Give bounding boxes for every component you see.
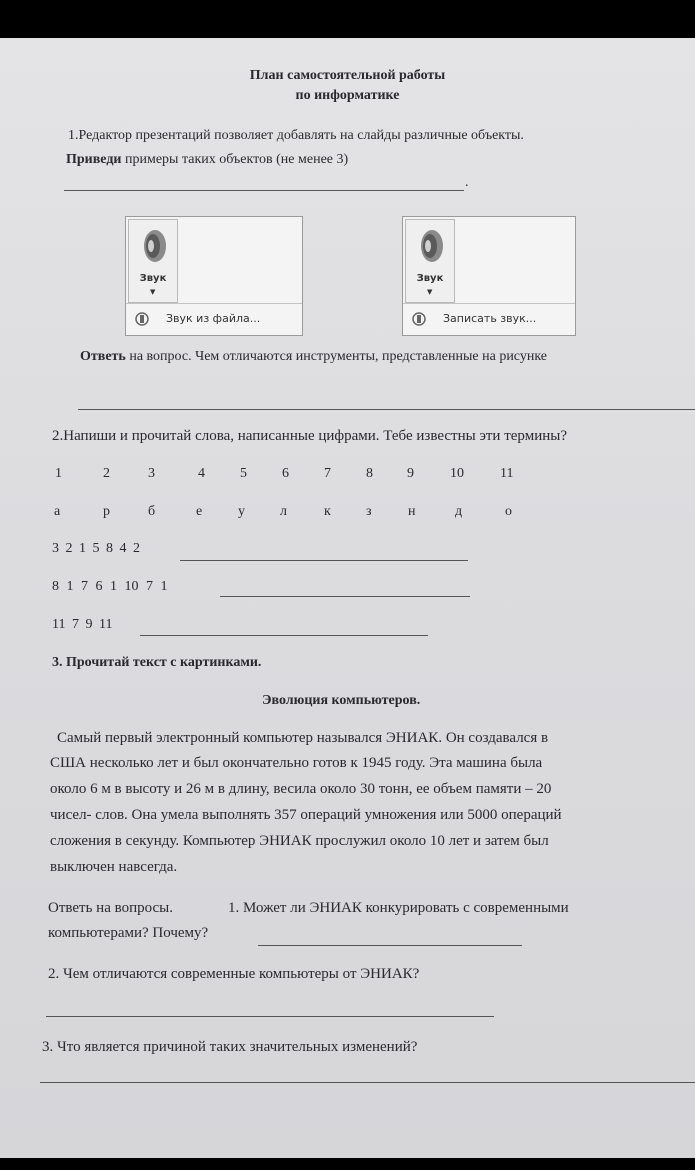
number-row: [0, 466, 695, 486]
task1-line2-rest: примеры таких объектов (не менее 3): [121, 152, 349, 167]
panel-divider: [403, 303, 575, 304]
answer-line-1: [64, 190, 464, 191]
letter-cell: о: [505, 504, 512, 519]
sound-button-left[interactable]: [128, 219, 178, 303]
code-2: 8 1 7 6 1 10 7 1: [52, 579, 168, 594]
paragraph-line: выключен навсегда.: [50, 859, 178, 875]
question-3: 3. Что является причиной таких значительных изменений?: [42, 1039, 418, 1055]
number-cell: 10: [450, 466, 464, 481]
question-2: 2. Чем отличаются современные компьютеры от ЭНИАК?: [48, 966, 420, 982]
letter-cell: р: [103, 504, 110, 519]
sound-button-left-label: Звук: [139, 273, 167, 284]
code-3: 11 7 9 11: [52, 617, 113, 632]
worksheet-page: [0, 38, 695, 1158]
letter-cell: д: [455, 504, 463, 519]
answer-line-1-dot: .: [465, 175, 469, 190]
paragraph-line: около 6 м в высоту и 26 м в длину, весила около 30 тонн, ее объем памяти – 20: [50, 781, 552, 797]
letter-cell: з: [366, 504, 372, 519]
question-3-answer-line: [40, 1082, 695, 1083]
task1-line2: [66, 152, 348, 168]
dropdown-arrow-icon: ▼: [427, 288, 433, 296]
number-cell: 4: [198, 466, 205, 481]
task3-heading: 3. Прочитай текст с картинками.: [52, 655, 262, 670]
task1-bold-verb: Приведи: [66, 152, 122, 167]
sound-button-right-label: Звук: [416, 273, 444, 284]
title-line2: по информатике: [295, 88, 400, 103]
sound-file-icon: [134, 311, 150, 330]
task2-heading: 2.Напиши и прочитай слова, написанные цифрами. Тебе известны эти термины?: [52, 428, 567, 444]
code-2-answer-line: [220, 596, 470, 597]
paragraph-line: Самый первый электронный компьютер назывался ЭНИАК. Он создавался в: [57, 730, 549, 746]
speaker-icon: [138, 226, 168, 270]
question-1-answer-line: [258, 945, 522, 946]
number-cell: 11: [500, 466, 514, 481]
letter-cell: б: [148, 504, 156, 519]
questions-intro: Ответь на вопросы.: [48, 900, 173, 916]
number-cell: 7: [324, 466, 331, 481]
menu-item-record-sound[interactable]: [403, 305, 575, 333]
number-cell: 6: [282, 466, 289, 481]
letter-cell: н: [408, 504, 416, 519]
code-1: 3 2 1 5 8 4 2: [52, 541, 140, 556]
letter-cell: а: [54, 504, 61, 519]
letter-row: [0, 504, 695, 524]
paragraph-line: США несколько лет и был окончательно готов к 1945 году. Эта машина была: [50, 755, 543, 771]
number-cell: 9: [407, 466, 414, 481]
question-2-answer-line: [46, 1016, 494, 1017]
letter-cell: л: [280, 504, 287, 519]
task1-line1: 1.Редактор презентаций позволяет добавлять на слайды различные объекты.: [68, 128, 524, 143]
menu-item-label: Звук из файла...: [166, 312, 261, 325]
menu-item-sound-from-file[interactable]: [126, 305, 302, 333]
sound-panel-right: [402, 216, 576, 336]
letter-cell: к: [324, 504, 331, 519]
dropdown-arrow-icon: ▼: [150, 288, 156, 296]
title-line1: План самостоятельной работы: [249, 68, 446, 83]
task1-answer-prompt: [80, 349, 547, 365]
number-cell: 8: [366, 466, 373, 481]
sound-panel-left: [125, 216, 303, 336]
microphone-icon: [411, 311, 427, 330]
letter-cell: у: [238, 504, 245, 519]
speaker-icon: [415, 226, 445, 270]
question-1a: 1. Может ли ЭНИАК конкурировать с современными: [228, 900, 569, 916]
number-cell: 5: [240, 466, 247, 481]
number-cell: 3: [148, 466, 155, 481]
question-1b: компьютерами? Почему?: [48, 925, 209, 941]
number-cell: 1: [55, 466, 62, 481]
answer-bold-verb: Ответь: [80, 349, 126, 364]
letter-cell: е: [196, 504, 203, 519]
answer-prompt-rest: на вопрос. Чем отличаются инструменты, представленные на рисунке: [125, 349, 547, 364]
answer-line-2: [78, 409, 695, 410]
number-cell: 2: [103, 466, 110, 481]
sound-button-right[interactable]: [405, 219, 455, 303]
text-title: Эволюция компьютеров.: [262, 693, 421, 708]
paragraph-line: сложения в секунду. Компьютер ЭНИАК прослужил около 10 лет и затем был: [50, 833, 549, 849]
menu-item-label: Записать звук...: [443, 312, 537, 325]
paragraph-line: чисел- слов. Она умела выполнять 357 операций умножения или 5000 операций: [50, 807, 562, 823]
code-1-answer-line: [180, 560, 468, 561]
code-3-answer-line: [140, 635, 428, 636]
panel-divider: [126, 303, 302, 304]
